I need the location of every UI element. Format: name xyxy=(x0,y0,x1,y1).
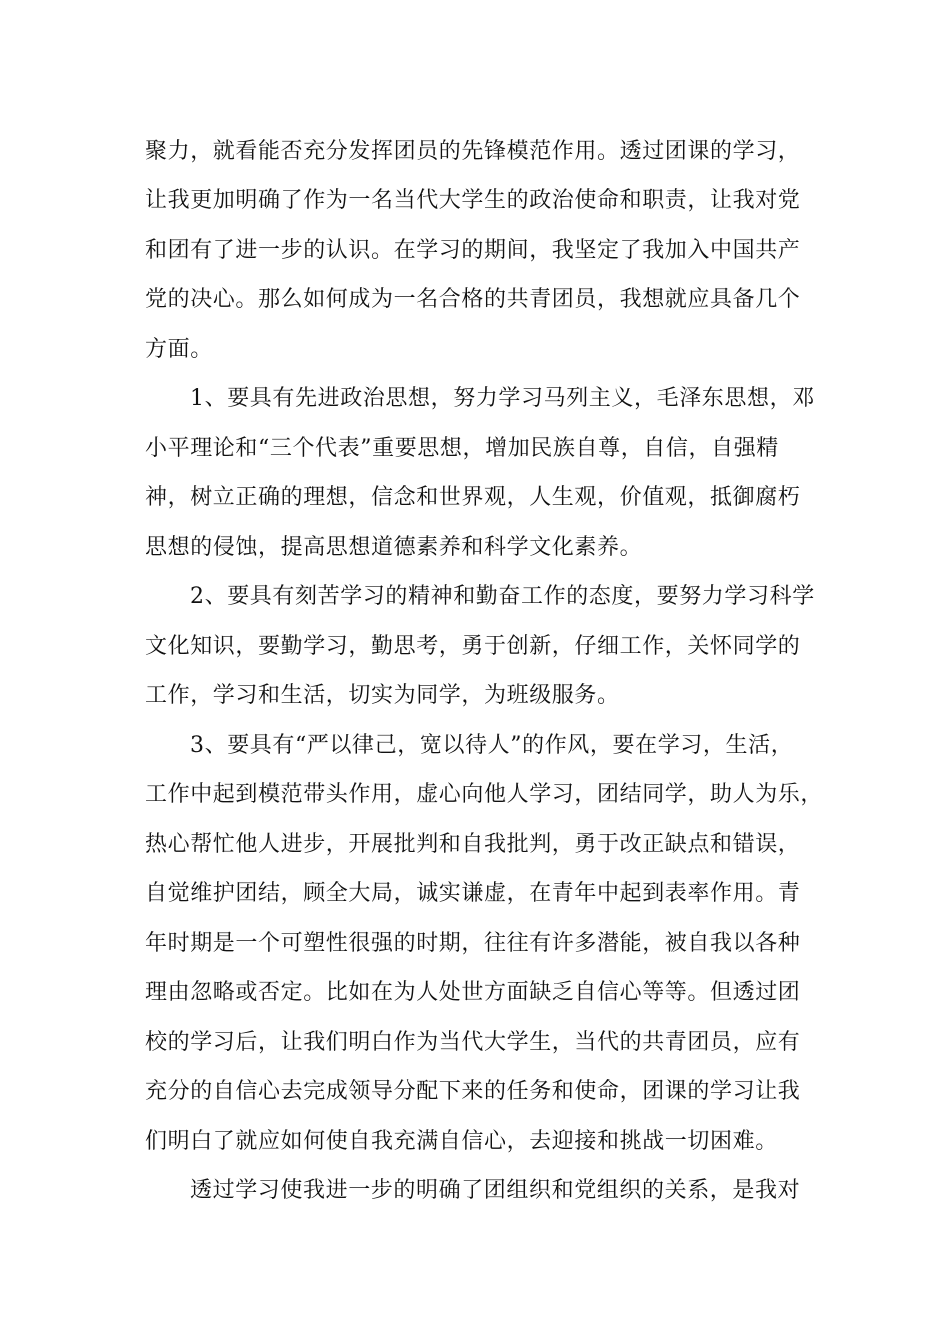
text-line: 神，树立正确的理想，信念和世界观，人生观，价值观，抵御腐朽 xyxy=(145,485,801,510)
text-line: 热心帮忙他人进步，开展批判和自我批判，勇于改正缺点和错误， xyxy=(145,832,801,857)
text-line: 让我更加明确了作为一名当代大学生的政治使命和职责，让我对党 xyxy=(145,188,801,213)
text-line: 党的决心。那么如何成为一名合格的共青团员，我想就应具备几个 xyxy=(145,287,801,312)
text-line: 文化知识，要勤学习，勤思考，勇于创新，仔细工作，关怀同学的 xyxy=(145,634,801,659)
text-line: 1、要具有先进政治思想，努力学习马列主义，毛泽东思想，邓 xyxy=(190,386,815,411)
text-line: 们明白了就应如何使自我充满自信心，去迎接和挑战一切困难。 xyxy=(145,1129,778,1154)
text-line: 理由忽略或否定。比如在为人处世方面缺乏自信心等等。但透过团 xyxy=(145,980,801,1005)
text-line: 和团有了进一步的认识。在学习的期间，我坚定了我加入中国共产 xyxy=(145,238,801,263)
text-line: 自觉维护团结，顾全大局，诚实谦虚，在青年中起到表率作用。青 xyxy=(145,881,801,906)
text-line: 工作，学习和生活，切实为同学，为班级服务。 xyxy=(145,683,620,708)
text-line: 工作中起到模范带头作用，虚心向他人学习，团结同学，助人为乐， xyxy=(145,782,824,807)
text-line: 聚力，就看能否充分发挥团员的先锋模范作用。透过团课的学习， xyxy=(145,139,801,164)
text-line: 小平理论和“三个代表”重要思想，增加民族自尊，自信，自强精 xyxy=(145,436,779,461)
text-line: 2、要具有刻苦学习的精神和勤奋工作的态度，要努力学习科学 xyxy=(190,584,815,609)
text-line: 方面。 xyxy=(145,337,213,362)
text-line: 校的学习后，让我们明白作为当代大学生，当代的共青团员，应有 xyxy=(145,1030,801,1055)
text-line: 透过学习使我进一步的明确了团组织和党组织的关系，是我对 xyxy=(190,1178,801,1203)
text-line: 年时期是一个可塑性很强的时期，往往有许多潜能，被自我以各种 xyxy=(145,931,801,956)
text-line: 充分的自信心去完成领导分配下来的任务和使命，团课的学习让我 xyxy=(145,1079,801,1104)
text-line: 3、要具有“严以律己，宽以待人”的作风，要在学习，生活， xyxy=(190,733,794,758)
text-line: 思想的侵蚀，提高思想道德素养和科学文化素养。 xyxy=(145,535,643,560)
